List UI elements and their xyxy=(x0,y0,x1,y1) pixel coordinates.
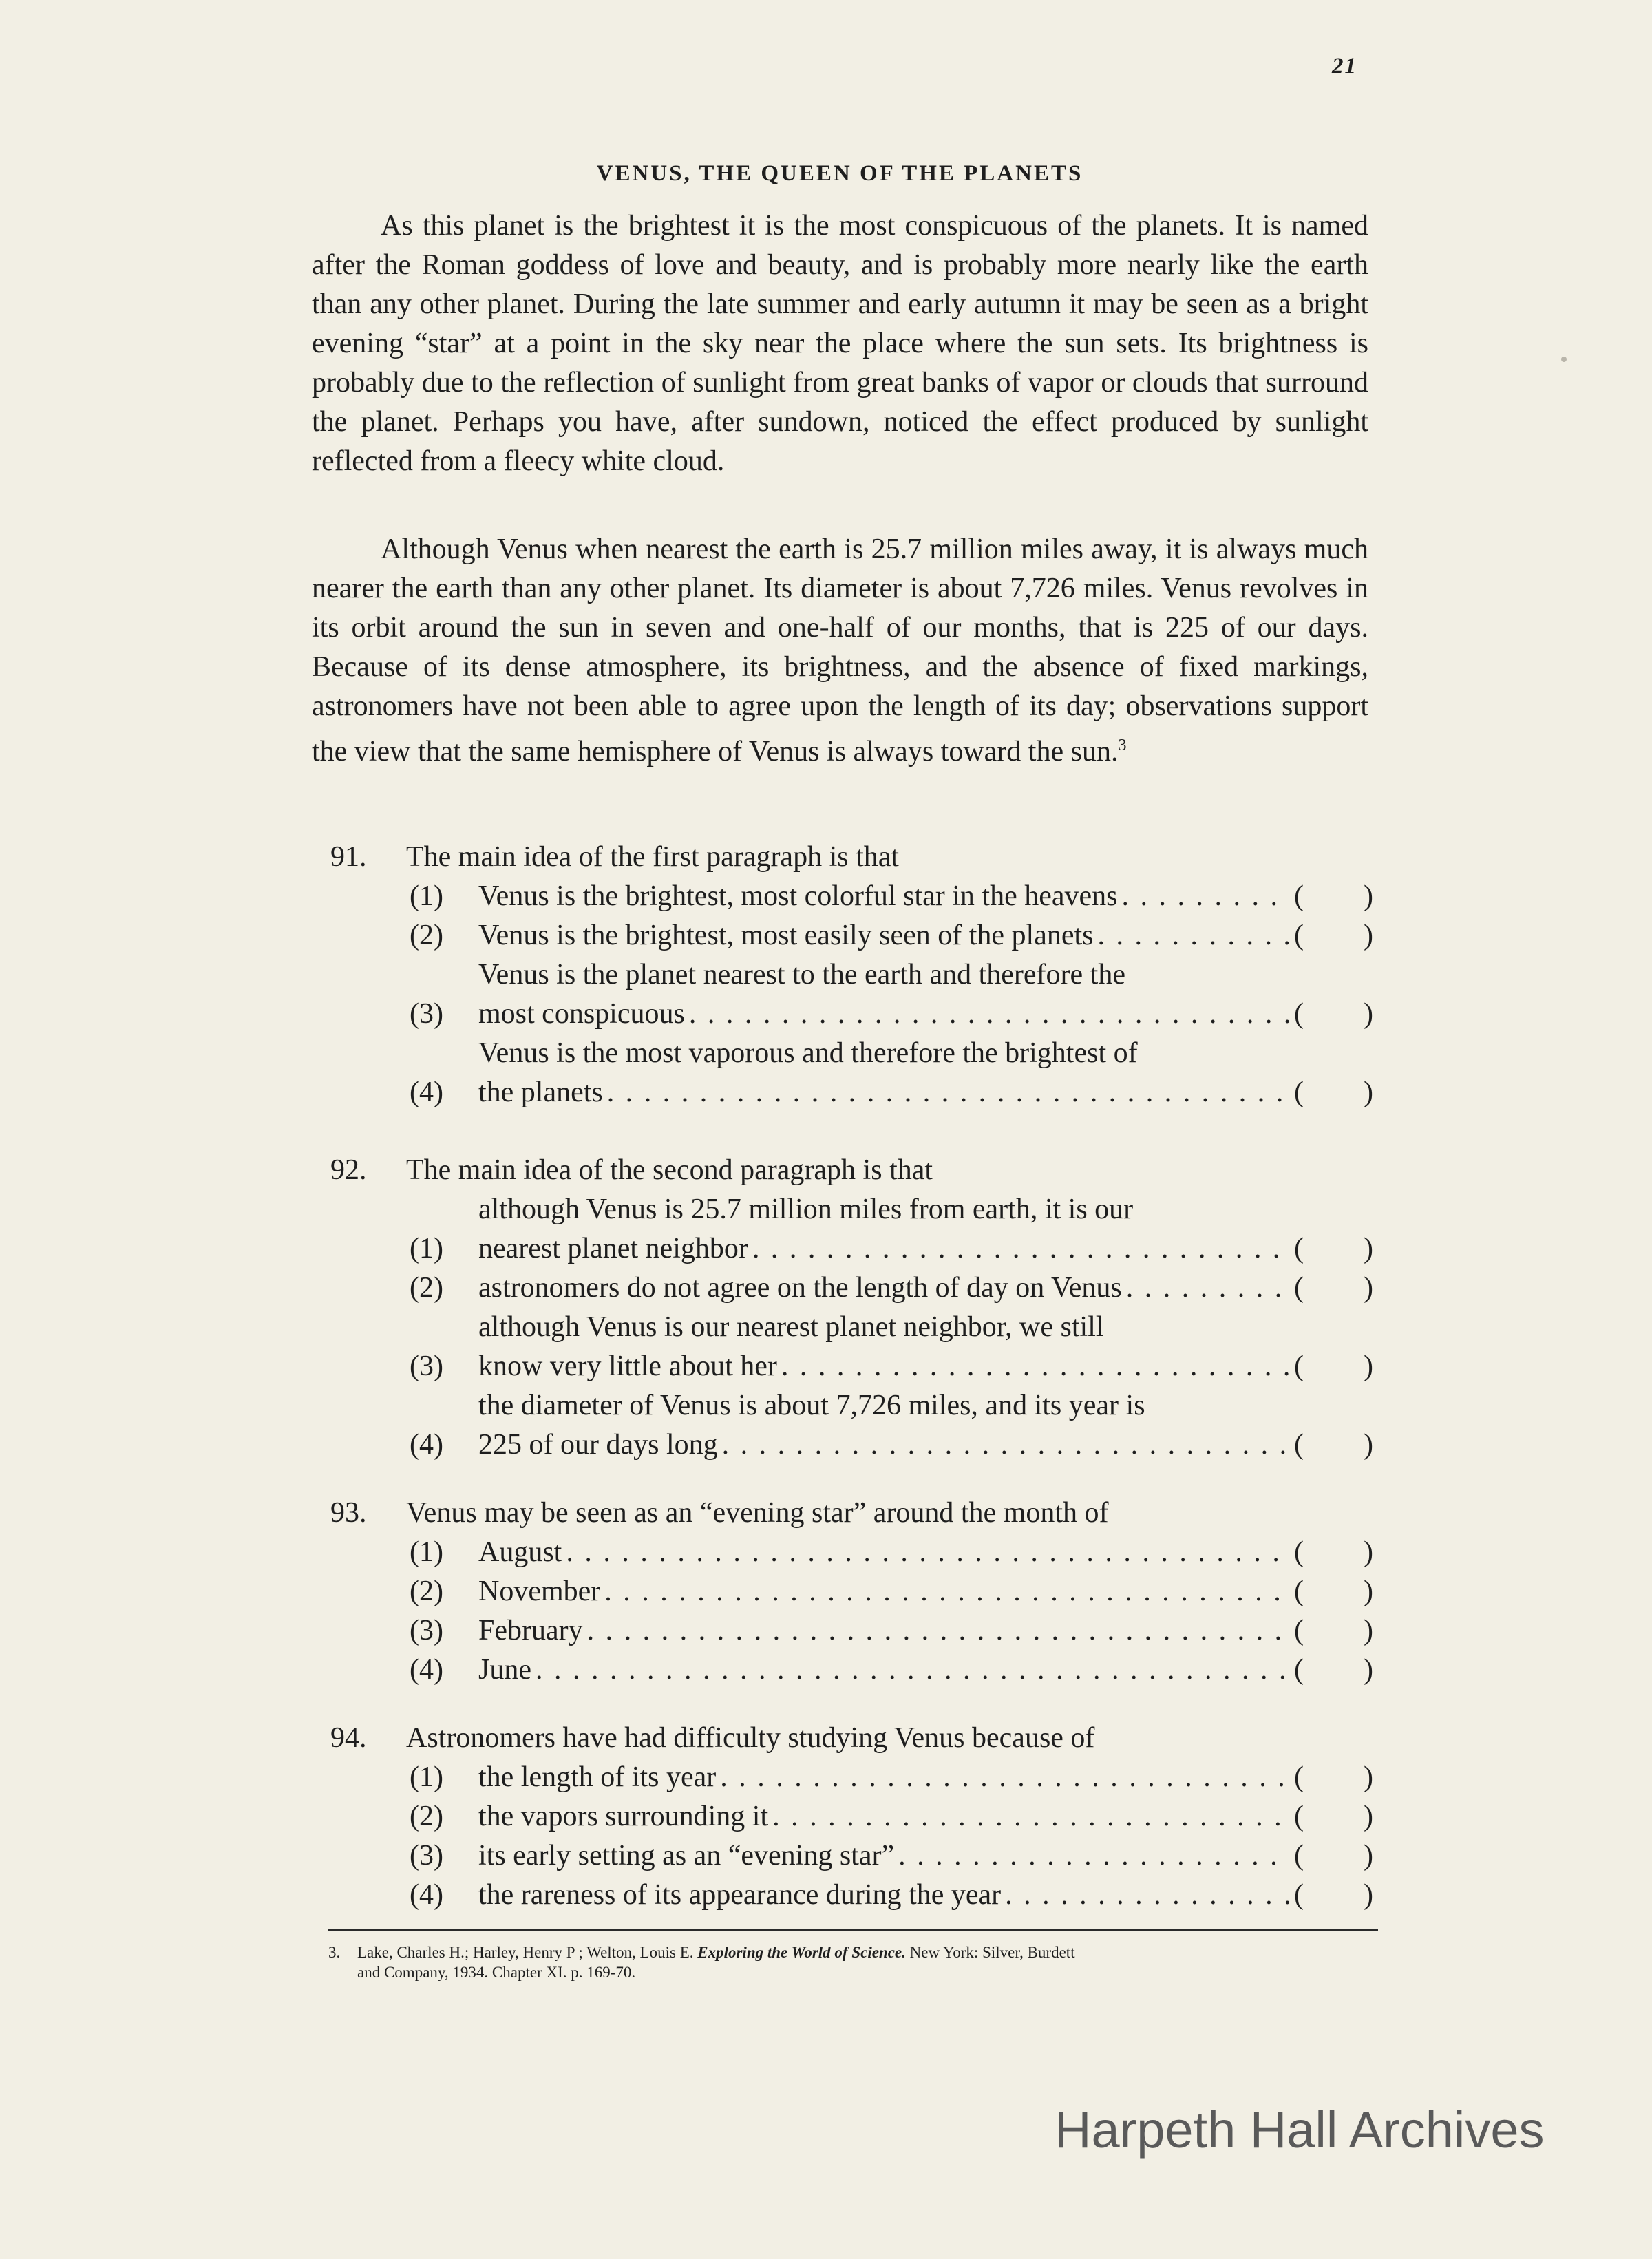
option-text: Venus is the brightest, most colorful star in the heavens xyxy=(478,880,1118,912)
option-number: (4) xyxy=(410,1879,443,1911)
option-93-4 xyxy=(330,1651,1373,1690)
question-stem xyxy=(330,1494,1373,1533)
option-text: although Venus is 25.7 million miles from earth, it is our xyxy=(478,1194,1134,1225)
question-number: 93. xyxy=(330,1497,367,1529)
answer-bracket[interactable]: ( ) xyxy=(1294,1536,1373,1568)
option-93-2 xyxy=(330,1572,1373,1611)
answer-bracket[interactable]: ( ) xyxy=(1294,998,1373,1030)
dot-leader xyxy=(600,1572,1290,1611)
answer-bracket[interactable]: ( ) xyxy=(1294,1429,1373,1461)
dot-leader xyxy=(777,1347,1290,1386)
dot-leader xyxy=(583,1611,1290,1651)
option-92-3 xyxy=(330,1308,1373,1386)
option-93-3 xyxy=(330,1611,1373,1651)
footnote-authors: Lake, Charles H.; Harley, Henry P ; Welton, Louis E. xyxy=(357,1944,694,1961)
dot-leader xyxy=(685,995,1290,1034)
option-92-1 xyxy=(330,1190,1373,1269)
option-number: (1) xyxy=(410,880,443,912)
question-93 xyxy=(330,1494,1373,1690)
dot-leader xyxy=(718,1425,1290,1465)
question-text: Astronomers have had difficulty studying Venus because of xyxy=(406,1722,1095,1754)
footnote-line-1 xyxy=(328,1942,1378,1962)
option-number: (3) xyxy=(410,1615,443,1646)
option-94-3 xyxy=(330,1836,1373,1876)
option-number: (1) xyxy=(410,1536,443,1568)
archive-watermark: Harpeth Hall Archives xyxy=(1055,2101,1545,2159)
question-92 xyxy=(330,1151,1373,1465)
option-text: astronomers do not agree on the length of day on Venus xyxy=(478,1272,1122,1304)
answer-bracket[interactable]: ( ) xyxy=(1294,920,1373,951)
paragraph-2 xyxy=(312,530,1368,772)
dot-leader xyxy=(748,1229,1290,1269)
answer-bracket[interactable]: ( ) xyxy=(1294,1840,1373,1871)
option-text: although Venus is our nearest planet neighbor, we still xyxy=(478,1311,1104,1343)
option-text-cont: most conspicuous xyxy=(478,998,685,1030)
answer-bracket[interactable]: ( ) xyxy=(1294,1077,1373,1108)
option-number: (2) xyxy=(410,1801,443,1832)
paragraph-2-text: Although Venus when nearest the earth is 25.7 million miles away, it is always much nearer the earth than any other planet. Its diameter is about 7,726 miles. Venus revolves in its orbit around the sun in seven and one-half of our months, that is 225 of our days. Because of its dense atmosphere, its brightness, and the absence of fixed markings, astronomers have not been able to agree upon the length of its day; observations support the view that the same hemisphere of Venus is always toward the sun. xyxy=(312,533,1368,767)
option-91-1 xyxy=(330,877,1373,916)
option-92-2 xyxy=(330,1269,1373,1308)
option-number: (3) xyxy=(410,998,443,1030)
dot-leader xyxy=(716,1758,1290,1797)
question-stem xyxy=(330,1151,1373,1190)
footnote-marker: 3 xyxy=(1118,736,1127,754)
option-number: (4) xyxy=(410,1429,443,1461)
option-text: the length of its year xyxy=(478,1761,717,1793)
answer-bracket[interactable]: ( ) xyxy=(1294,1761,1373,1793)
footnote-number: 3. xyxy=(328,1944,341,1961)
footnote-rule xyxy=(328,1929,1378,1931)
option-number: (2) xyxy=(410,1576,443,1607)
footnote xyxy=(328,1942,1378,1982)
option-text-cont: 225 of our days long xyxy=(478,1429,718,1461)
question-text: The main idea of the first paragraph is that xyxy=(406,841,900,873)
option-text: its early setting as an “evening star” xyxy=(478,1840,895,1871)
option-text: Venus is the planet nearest to the earth and therefore the xyxy=(478,959,1125,990)
section-title: VENUS, THE QUEEN OF THE PLANETS xyxy=(596,161,1083,186)
option-number: (1) xyxy=(410,1233,443,1264)
question-number: 94. xyxy=(330,1722,367,1754)
answer-bracket[interactable]: ( ) xyxy=(1294,1615,1373,1646)
dot-leader xyxy=(1094,916,1290,955)
footnote-line-2: and Company, 1934. Chapter XI. p. 169-70. xyxy=(357,1964,636,1981)
paragraph-1: As this planet is the brightest it is the most conspicuous of the planets. It is named after the Roman goddess of love and beauty, and is probably more nearly like the earth than any other planet. During the late summer and early autumn it may be seen as a bright evening “star” at a point in the sky near the place where the sun sets. Its brightness is probably due to the reflection of sunlight from great banks of vapor or clouds that surround the planet. Perhaps you have, after sundown, noticed the effect produced by sunlight reflected from a fleecy white cloud. xyxy=(312,210,1368,477)
answer-bracket[interactable]: ( ) xyxy=(1294,1272,1373,1304)
option-text-cont: know very little about her xyxy=(478,1350,777,1382)
option-93-1 xyxy=(330,1533,1373,1572)
option-text-cont: nearest planet neighbor xyxy=(478,1233,748,1264)
option-text: November xyxy=(478,1576,601,1607)
page-number: 21 xyxy=(1332,54,1357,78)
option-text: the vapors surrounding it xyxy=(478,1801,769,1832)
question-number: 91. xyxy=(330,841,367,873)
option-number: (4) xyxy=(410,1654,443,1686)
option-text-cont: the planets xyxy=(478,1077,603,1108)
option-text: June xyxy=(478,1654,531,1686)
option-number: (3) xyxy=(410,1350,443,1382)
answer-bracket[interactable]: ( ) xyxy=(1294,880,1373,912)
dot-leader xyxy=(1122,1269,1290,1308)
dot-leader xyxy=(894,1836,1290,1876)
option-94-1 xyxy=(330,1758,1373,1797)
dot-leader xyxy=(603,1073,1290,1112)
option-91-3 xyxy=(330,955,1373,1034)
option-number: (3) xyxy=(410,1840,443,1871)
option-text: August xyxy=(478,1536,562,1568)
option-94-2 xyxy=(330,1797,1373,1836)
option-91-4 xyxy=(330,1034,1373,1112)
question-stem xyxy=(330,1719,1373,1758)
question-number: 92. xyxy=(330,1154,367,1186)
question-stem xyxy=(330,838,1373,877)
answer-bracket[interactable]: ( ) xyxy=(1294,1350,1373,1382)
option-text: Venus is the most vaporous and therefore the brightest of xyxy=(478,1037,1138,1069)
option-92-4 xyxy=(330,1386,1373,1465)
dot-leader xyxy=(531,1651,1290,1690)
option-number: (2) xyxy=(410,920,443,951)
dot-leader xyxy=(1001,1876,1290,1915)
option-94-4 xyxy=(330,1876,1373,1915)
question-text: Venus may be seen as an “evening star” around the month of xyxy=(406,1497,1109,1529)
footnote-book-title: Exploring the World of Science. xyxy=(697,1944,906,1961)
option-text: February xyxy=(478,1615,583,1646)
question-91 xyxy=(330,838,1373,1112)
question-94 xyxy=(330,1719,1373,1915)
option-number: (1) xyxy=(410,1761,443,1793)
answer-bracket[interactable]: ( ) xyxy=(1294,1801,1373,1832)
dot-leader xyxy=(1118,877,1291,916)
option-number: (2) xyxy=(410,1272,443,1304)
answer-bracket[interactable]: ( ) xyxy=(1294,1233,1373,1264)
option-text: the diameter of Venus is about 7,726 miles, and its year is xyxy=(478,1390,1145,1421)
answer-bracket[interactable]: ( ) xyxy=(1294,1576,1373,1607)
option-text: Venus is the brightest, most easily seen of the planets xyxy=(478,920,1094,951)
dot-leader xyxy=(768,1797,1290,1836)
footnote-publisher: New York: Silver, Burdett xyxy=(909,1944,1075,1961)
question-text: The main idea of the second paragraph is that xyxy=(406,1154,933,1186)
option-text: the rareness of its appearance during the year xyxy=(478,1879,1002,1911)
scan-speck xyxy=(1561,357,1567,362)
dot-leader xyxy=(562,1533,1290,1572)
option-number: (4) xyxy=(410,1077,443,1108)
option-91-2 xyxy=(330,916,1373,955)
answer-bracket[interactable]: ( ) xyxy=(1294,1879,1373,1911)
answer-bracket[interactable]: ( ) xyxy=(1294,1654,1373,1686)
